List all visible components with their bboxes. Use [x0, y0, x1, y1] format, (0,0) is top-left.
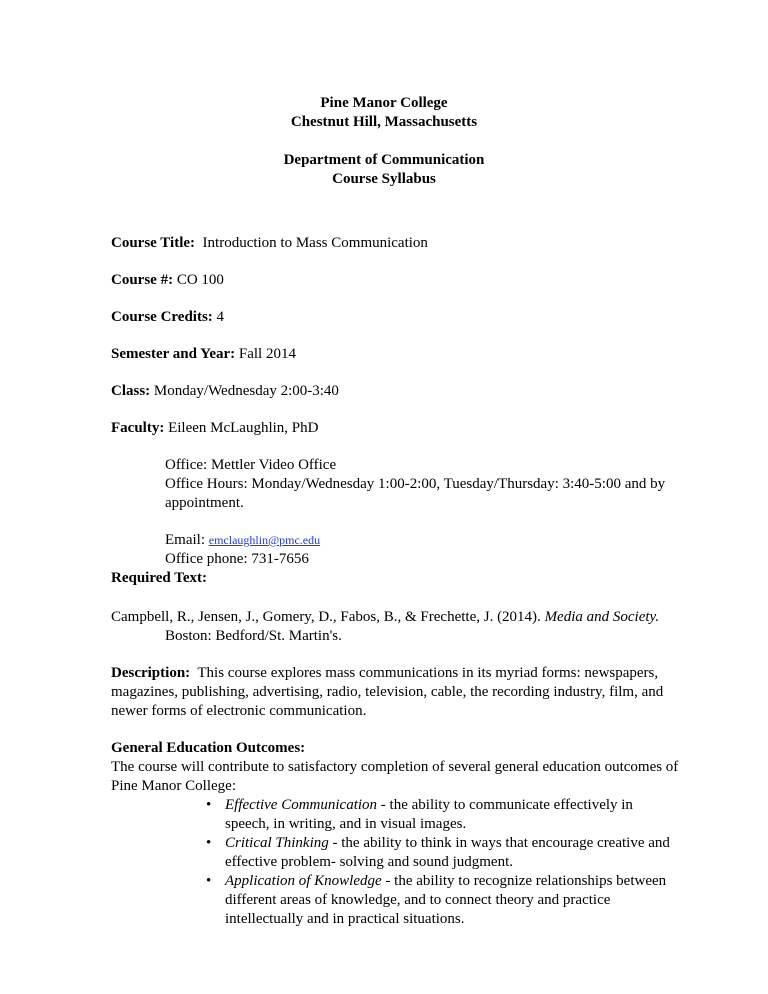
course-number-field — [111, 271, 681, 290]
college-name: Pine Manor College — [320, 95, 448, 111]
course-number-value: CO 100 — [176, 272, 224, 288]
office-info — [165, 456, 681, 569]
outcome-term: Effective Communication — [225, 797, 378, 813]
office-location: Office: Mettler Video Office — [165, 457, 337, 473]
document-header — [0, 94, 768, 189]
course-credits-label: Course Credits: — [111, 309, 213, 325]
course-credits-field — [111, 308, 681, 327]
required-text-heading: Required Text: — [111, 570, 207, 586]
course-title-value: Introduction to Mass Communication — [202, 235, 428, 251]
outcome-text: - the ability to think in ways that encourage creative and effective problem- solving and sound judgment. — [225, 835, 670, 870]
class-time-label: Class: — [111, 383, 151, 399]
bullet: • — [206, 835, 212, 851]
faculty-value: Eileen McLaughlin, PhD — [168, 420, 319, 436]
email-label: Email: — [165, 532, 205, 548]
outcome-text: - the ability to communicate effectively in speech, in writing, and in visual images. — [225, 797, 633, 832]
course-title-field — [111, 234, 681, 253]
faculty-field — [111, 419, 681, 438]
course-number-label: Course #: — [111, 272, 174, 288]
office-hours: Office Hours: Monday/Wednesday 1:00-2:00, Tuesday/Thursday: 3:40-5:00 and by appointment. — [165, 476, 666, 511]
outcome-text: - the ability to recognize relationships between different areas of knowledge, and to connect theory and practice intellectually and in practical situations. — [225, 873, 667, 927]
office-phone: Office phone: 731-7656 — [165, 551, 309, 567]
college-location: Chestnut Hill, Massachusetts — [290, 114, 478, 130]
semester-field — [111, 345, 681, 364]
course-credits-value: 4 — [216, 309, 225, 325]
syllabus-body — [111, 234, 681, 929]
outcomes-heading: General Education Outcomes: — [111, 740, 306, 756]
class-time-field — [111, 382, 681, 401]
description-text: This course explores mass communications in its myriad forms: newspapers, magazines, publishing, advertising, radio, television, cable, the recording industry, film, and newer forms of electronic communication. — [111, 665, 664, 719]
outcomes-list — [111, 796, 681, 929]
description-label: Description: — [111, 665, 191, 681]
list-item — [206, 834, 681, 872]
outcome-term: Application of Knowledge — [225, 873, 382, 889]
book-title: Media and Society. — [544, 609, 660, 625]
required-text-citation: Campbell, R., Jensen, J., Gomery, D., Fabos, B., & Frechette, J. (2014). Media and Society. Boston: Bedford/St. Martin's. — [111, 609, 660, 644]
bullet: • — [206, 797, 212, 813]
course-title-label: Course Title: — [111, 235, 196, 251]
semester-label: Semester and Year: — [111, 346, 236, 362]
class-time-value: Monday/Wednesday 2:00-3:40 — [153, 383, 339, 399]
list-item — [206, 796, 681, 834]
faculty-label: Faculty: — [111, 420, 165, 436]
outcomes-intro: The course will contribute to satisfactory completion of several general education outcomes of Pine Manor College: — [111, 759, 679, 794]
email-line — [165, 531, 681, 550]
bullet: • — [206, 873, 212, 889]
course-description — [111, 664, 681, 721]
semester-value: Fall 2014 — [238, 346, 296, 362]
department-name: Department of Communication — [283, 152, 485, 168]
list-item — [206, 872, 681, 929]
email-link[interactable]: emclaughlin@pmc.edu — [208, 533, 321, 547]
outcome-term: Critical Thinking — [225, 835, 329, 851]
document-type: Course Syllabus — [332, 171, 436, 187]
